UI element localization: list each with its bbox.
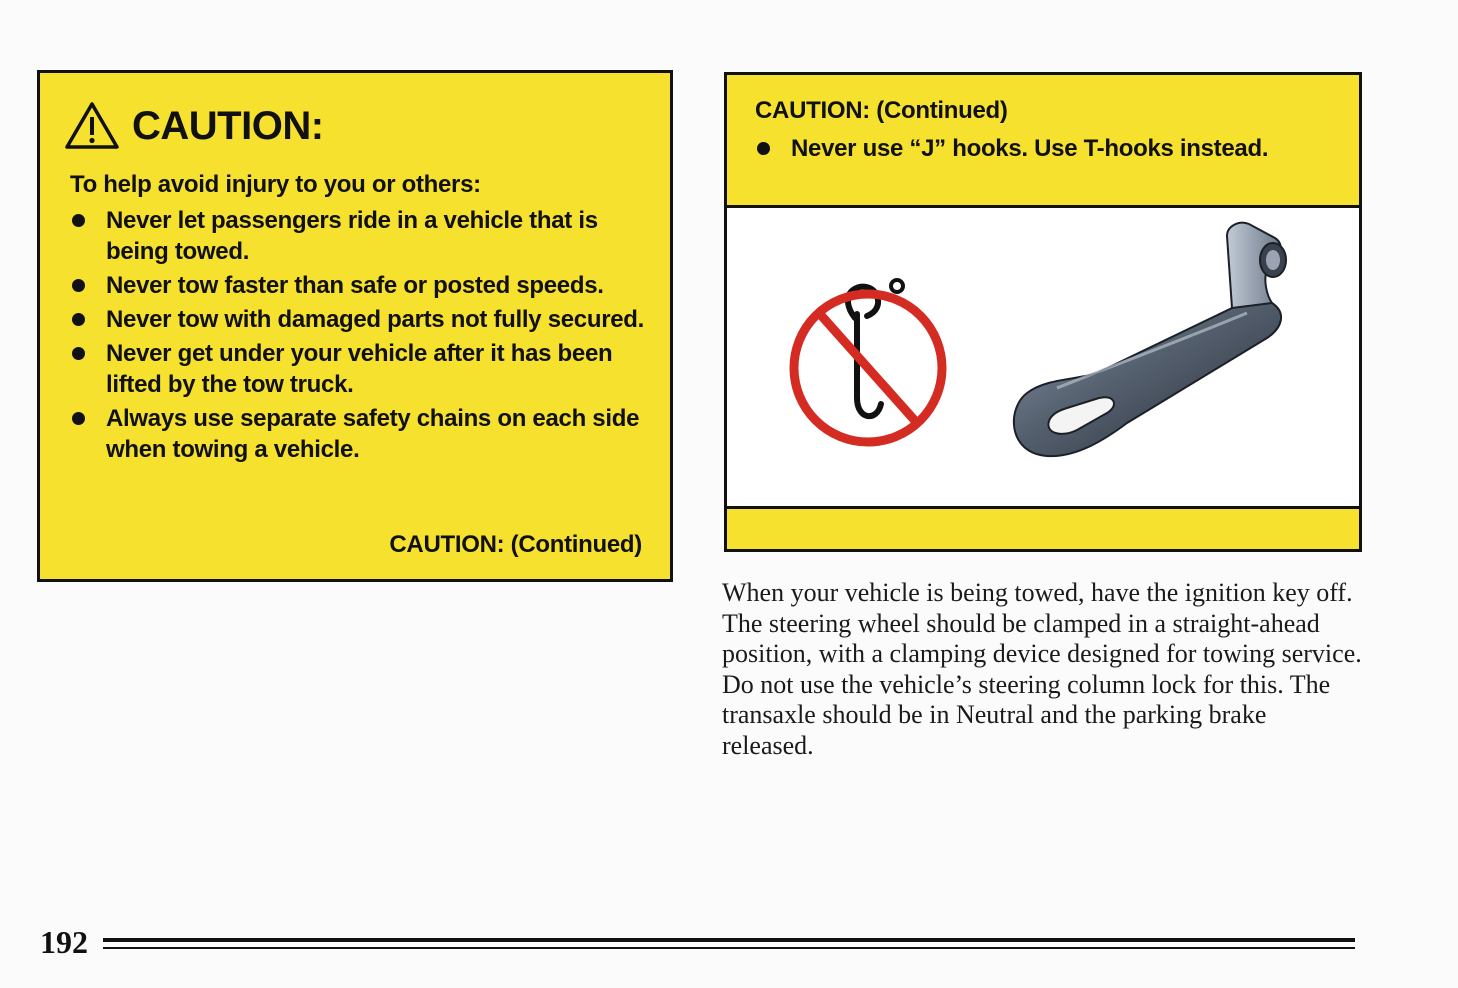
t-hook-icon [1014,223,1286,456]
caution-bullet-text: Never tow faster than safe or posted speeds. [106,272,604,299]
caution-continued-header [727,75,1359,208]
caution-continued-label: CAUTION: (Continued) [389,531,642,558]
caution-bullet-text: Never let passengers ride in a vehicle that is being towed. [106,207,598,265]
caution-bullet [70,304,650,335]
towing-instructions-paragraph: When your vehicle is being towed, have the ignition key off. The steering wheel should be clamped in a straight-ahead position, with a clamping device designed for towing service. Do not use the vehicle’s steering column lock for this. The transaxle should be in Neutral and the parking brake released. [722,578,1362,760]
caution-title: CAUTION: [132,103,324,148]
bullet-dot-icon [757,142,770,155]
caution-bullet-text: Never get under your vehicle after it has been lifted by the tow truck. [106,340,613,398]
caution-bullet-list [70,205,650,468]
bullet-dot-icon [72,313,85,326]
page-number: 192 [40,924,88,960]
bullet-dot-icon [72,412,85,425]
warning-triangle-icon [64,101,120,151]
caution-heading [64,101,324,151]
bullet-dot-icon [72,279,85,292]
caution-bullet [70,338,650,400]
bullet-dot-icon [72,214,85,227]
caution-bullet [70,205,650,267]
footer-rule [103,938,1355,942]
caution-bullet [70,403,650,465]
hook-illustration-drawing [727,208,1359,508]
footer-rule-thin [103,947,1355,949]
caution-continued-box [724,72,1362,552]
caution-intro: To help avoid injury to you or others: [70,171,481,198]
caution-bullet-text: Always use separate safety chains on each side when towing a vehicle. [106,405,640,463]
caution-continued-bullet-text: Never use “J” hooks. Use T-hooks instead. [791,135,1269,162]
caution-bullet [70,270,650,301]
bullet-dot-icon [72,347,85,360]
caution-continued-footer [727,506,1359,549]
caution-continued-bullet [755,133,1275,164]
caution-box [37,70,673,582]
caution-bullet-text: Never tow with damaged parts not fully secured. [106,306,645,333]
hook-illustration [727,208,1359,508]
caution-continued-heading: CAUTION: (Continued) [755,97,1008,124]
